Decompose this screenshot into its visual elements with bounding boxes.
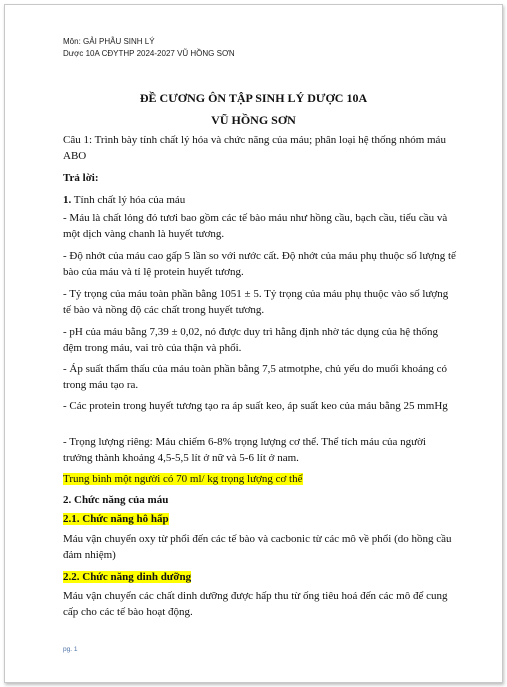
subsection-2-2-heading	[63, 570, 456, 586]
document-author: VŨ HỒNG SƠN	[211, 113, 296, 127]
section1-item-1: - Máu là chất lỏng đỏ tươi bao gồm các tế bào máu như hồng cầu, bạch cầu, tiểu cầu và một dịch vàng chanh là huyết tương.	[63, 212, 448, 240]
header-subject: Môn: GẢI PHẪU SINH LÝ	[63, 37, 155, 46]
highlighted-text: Trung bình một người có 70 ml/ kg trọng lượng cơ thể	[63, 473, 303, 485]
question-text: Câu 1: Trình bày tính chất lý hóa và chức năng của máu; phân loại hệ thống nhóm máu ABO	[63, 134, 446, 162]
section1-item-6: - Các protein trong huyết tương tạo ra áp suất keo, áp suất keo của máu bằng 25 mmHg	[63, 400, 448, 412]
section1-heading-number: 1.	[63, 194, 72, 206]
subsection-2-2-heading-text: 2.2. Chức năng dinh dưỡng	[63, 571, 192, 583]
section2-heading: 2. Chức năng của máu	[63, 494, 169, 506]
highlight-note	[63, 472, 456, 488]
document-title: ĐỀ CƯƠNG ÔN TẬP SINH LÝ DƯỢC 10A	[139, 91, 368, 105]
section1-heading-text: Tính chất lý hóa của máu	[71, 194, 186, 206]
section1-item-7: - Trọng lượng riêng: Máu chiếm 6-8% trọng lượng cơ thể. Thể tích máu của người trưởng thành khoảng 4,5-5,5 lít ở nữ và 5-6 lít ở nam.	[63, 436, 426, 464]
subsection-2-1-heading	[63, 512, 456, 528]
section1-heading	[63, 193, 456, 209]
section1-item-4: - pH của máu bằng 7,39 ± 0,02, nó được duy trì hằng định nhờ tác dụng của hệ thống đệm trong máu, vai trò của thận và phổi.	[63, 326, 438, 354]
header-class-info: Dược 10A CĐYTHP 2024-2027 VŨ HỒNG SƠN	[63, 49, 235, 58]
subsection-2-2-text: Máu vận chuyển các chất dinh dưỡng được hấp thu từ ống tiêu hoá đến các mô để cung cấp cho các tế bào hoạt động.	[63, 590, 448, 618]
section1-item-2: - Độ nhớt của máu cao gấp 5 lần so với nước cất. Độ nhớt của máu phụ thuộc số lượng tế bào của máu và tỉ lệ protein huyết tương.	[63, 250, 456, 278]
answer-label: Trả lời:	[63, 172, 99, 184]
subsection-2-1-heading-text: 2.1. Chức năng hô hấp	[63, 513, 169, 525]
subsection-2-1-text: Máu vận chuyển oxy từ phổi đến các tế bào và cacbonic từ các mô về phổi (do hồng cầu đảm nhiệm)	[63, 533, 452, 561]
section1-item-3: - Tỷ trọng của máu toàn phần bằng 1051 ± 5. Tỷ trọng của máu phụ thuộc vào số lượng tế bào và nồng độ các chất trong huyết tương.	[63, 288, 449, 316]
section1-item-5: - Áp suất thẩm thấu của máu toàn phần bằng 7,5 atmotphe, chủ yếu do muối khoáng có trong máu tạo ra.	[63, 363, 447, 391]
page-number: pg. 1	[63, 646, 78, 653]
